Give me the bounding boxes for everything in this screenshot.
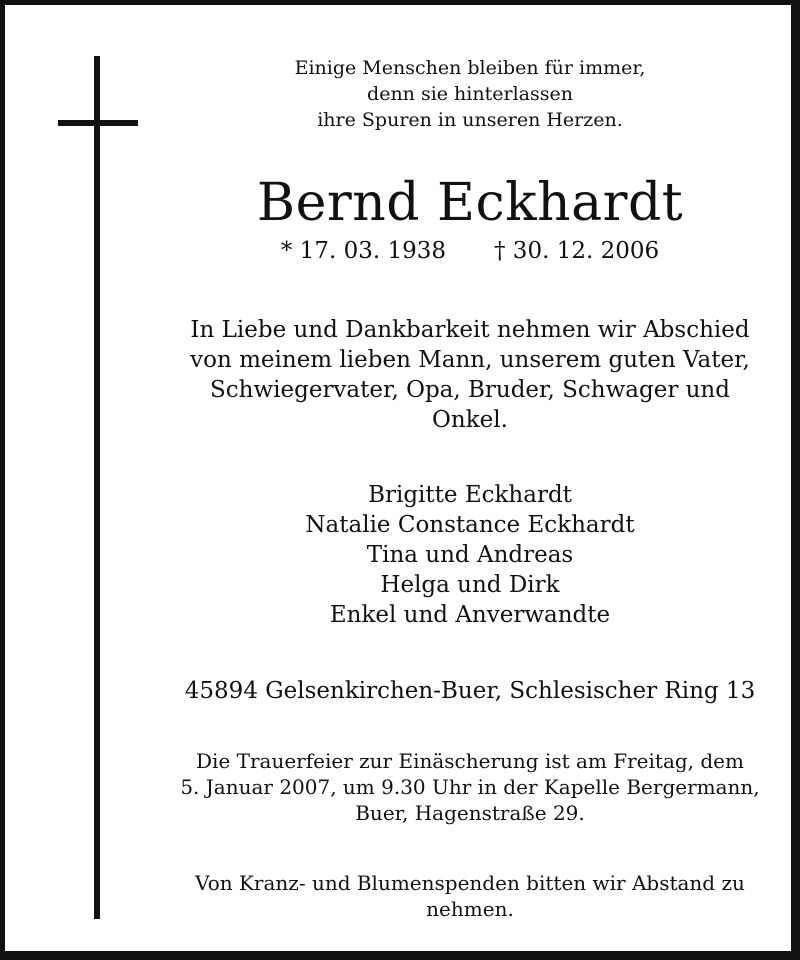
motto-line: denn sie hinterlassen xyxy=(367,83,573,105)
funeral-line: Buer, Hagenstraße 29. xyxy=(355,801,585,825)
donation-line: Von Kranz- und Blumenspenden bitten wir Abstand zu xyxy=(195,871,745,895)
mourner-name: Tina und Andreas xyxy=(366,542,574,568)
cross-horizontal-bar xyxy=(58,120,138,126)
farewell-line: Schwiegervater, Opa, Bruder, Schwager und xyxy=(210,377,730,403)
mourners-list xyxy=(205,480,735,630)
motto-line: ihre Spuren in unseren Herzen. xyxy=(317,109,623,131)
donation-line: nehmen. xyxy=(426,897,514,921)
donation-request xyxy=(175,870,765,922)
life-dates xyxy=(205,235,735,267)
farewell-line: von meinem lieben Mann, unserem guten Vater, xyxy=(190,347,750,373)
birth-date: * 17. 03. 1938 xyxy=(280,238,446,264)
family-address: 45894 Gelsenkirchen-Buer, Schlesischer Ring 13 xyxy=(184,678,756,704)
farewell-line: Onkel. xyxy=(432,407,508,433)
mourner-name: Enkel und Anverwandte xyxy=(329,602,611,628)
cross-vertical-bar xyxy=(94,56,100,919)
motto-line: Einige Menschen bleiben für immer, xyxy=(294,57,646,79)
farewell-text xyxy=(170,315,770,435)
funeral-line: Die Trauerfeier zur Einäscherung ist am Freitag, dem xyxy=(196,749,744,773)
mourner-name: Helga und Dirk xyxy=(380,572,560,598)
death-date: † 30. 12. 2006 xyxy=(494,238,660,264)
deceased-name: Bernd Eckhardt xyxy=(256,173,684,233)
funeral-details xyxy=(175,748,765,826)
mourner-name: Natalie Constance Eckhardt xyxy=(305,512,635,538)
funeral-line: 5. Januar 2007, um 9.30 Uhr in der Kapelle Bergermann, xyxy=(180,775,760,799)
farewell-line: In Liebe und Dankbarkeit nehmen wir Abschied xyxy=(190,317,750,343)
mourner-name: Brigitte Eckhardt xyxy=(368,482,572,508)
motto-verse xyxy=(245,55,695,133)
